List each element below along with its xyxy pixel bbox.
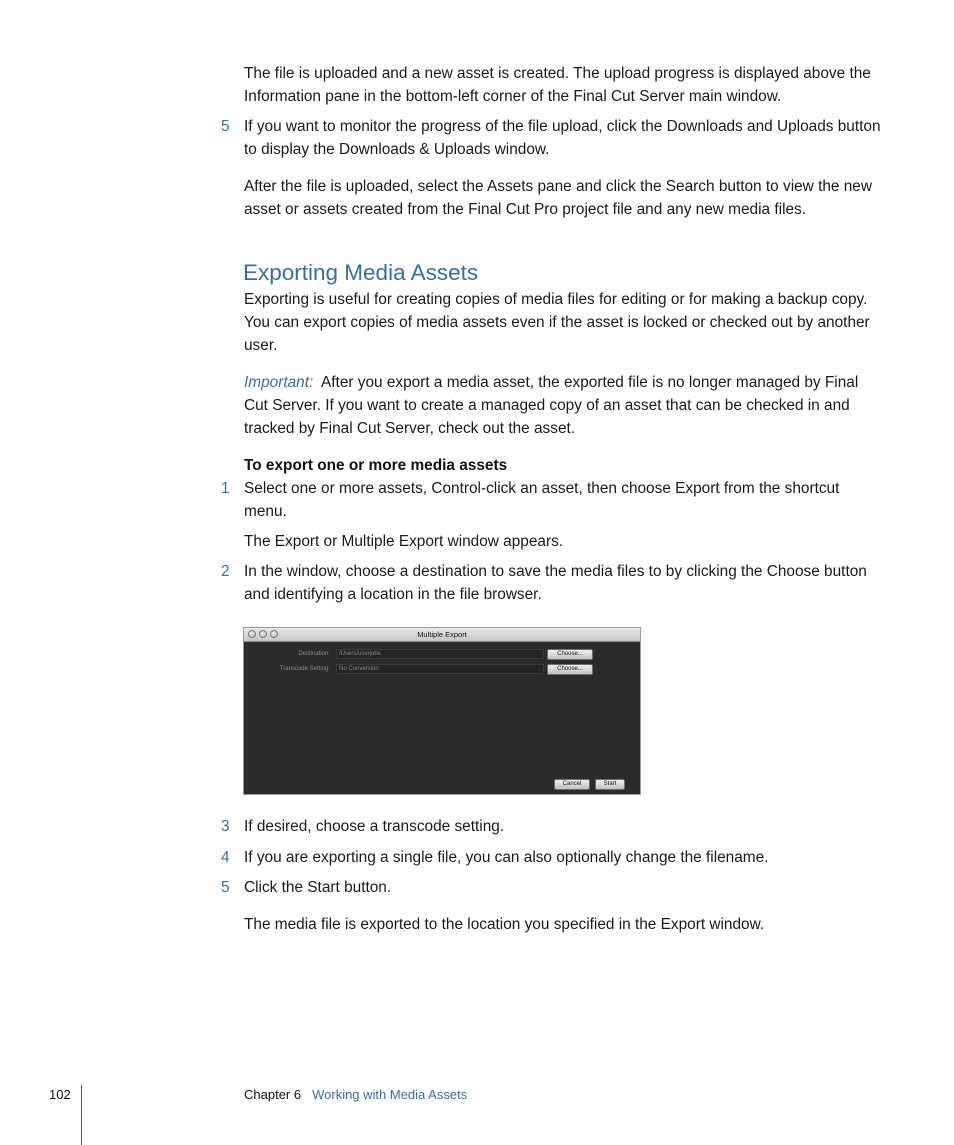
important-text: After you export a media asset, the exported file is no longer managed by Final Cut Server. If you want to create a managed copy of an asset that can be checked in and tracked by Final Cut Server, check out the asset. (244, 374, 859, 437)
after-upload-paragraph: After the file is uploaded, select the Assets pane and click the Search button to view the new asset or assets created from the Final Cut Pro project file and any new media files. (244, 178, 872, 218)
choose-destination-button[interactable]: Choose... (547, 649, 593, 660)
choose-transcode-button[interactable]: Choose... (547, 664, 593, 675)
final-paragraph: The media file is exported to the location you specified in the Export window. (244, 916, 765, 933)
step-number: 5 (221, 118, 230, 135)
section-heading: Exporting Media Assets (243, 260, 479, 285)
step-number: 4 (221, 849, 230, 866)
window-title-bar (244, 628, 640, 642)
destination-label: Destination: (298, 651, 330, 657)
step-number: 2 (221, 563, 230, 580)
page-number: 102 (49, 1087, 71, 1102)
step-result: The Export or Multiple Export window appears. (244, 533, 564, 550)
section-intro-paragraph: Exporting is useful for creating copies of media files for editing or for making a backup copy. You can export copies of media assets even if the asset is locked or checked out by another user. (244, 291, 870, 354)
step-text: If you are exporting a single file, you can also optionally change the filename. (244, 849, 769, 866)
step-text: Click the Start button. (244, 879, 392, 896)
step-text: If you want to monitor the progress of the file upload, click the Downloads and Uploads button to display the Downloads & Uploads window. (244, 118, 881, 158)
important-label: Important: (244, 374, 314, 391)
step-text: Select one or more assets, Control-click an asset, then choose Export from the shortcut menu. (244, 480, 840, 520)
step-number: 1 (221, 480, 230, 497)
step-text: If desired, choose a transcode setting. (244, 818, 505, 835)
window-title: Multiple Export (417, 630, 467, 639)
chapter-label: Chapter 6 (244, 1087, 302, 1102)
cancel-button[interactable]: Cancel (554, 779, 590, 790)
footer-divider (81, 1085, 82, 1145)
export-window-screenshot (243, 627, 641, 795)
footer-chapter (244, 1086, 467, 1104)
task-title: To export one or more media assets (244, 457, 508, 474)
step-number: 3 (221, 818, 230, 835)
important-note (244, 371, 884, 440)
step-number: 5 (221, 879, 230, 896)
chapter-title: Working with Media Assets (312, 1087, 468, 1102)
transcode-setting-label: Transcode Setting: (279, 666, 330, 672)
destination-field[interactable]: /Users/userjobs (336, 649, 544, 659)
transcode-setting-field[interactable]: No Conversion (336, 664, 544, 674)
intro-paragraph: The file is uploaded and a new asset is created. The upload progress is displayed above the Information pane in the bottom-left corner of the Final Cut Server main window. (244, 65, 871, 105)
step-text: In the window, choose a destination to save the media files to by clicking the Choose button and identifying a location in the file browser. (244, 563, 867, 603)
start-button[interactable]: Start (595, 779, 625, 790)
